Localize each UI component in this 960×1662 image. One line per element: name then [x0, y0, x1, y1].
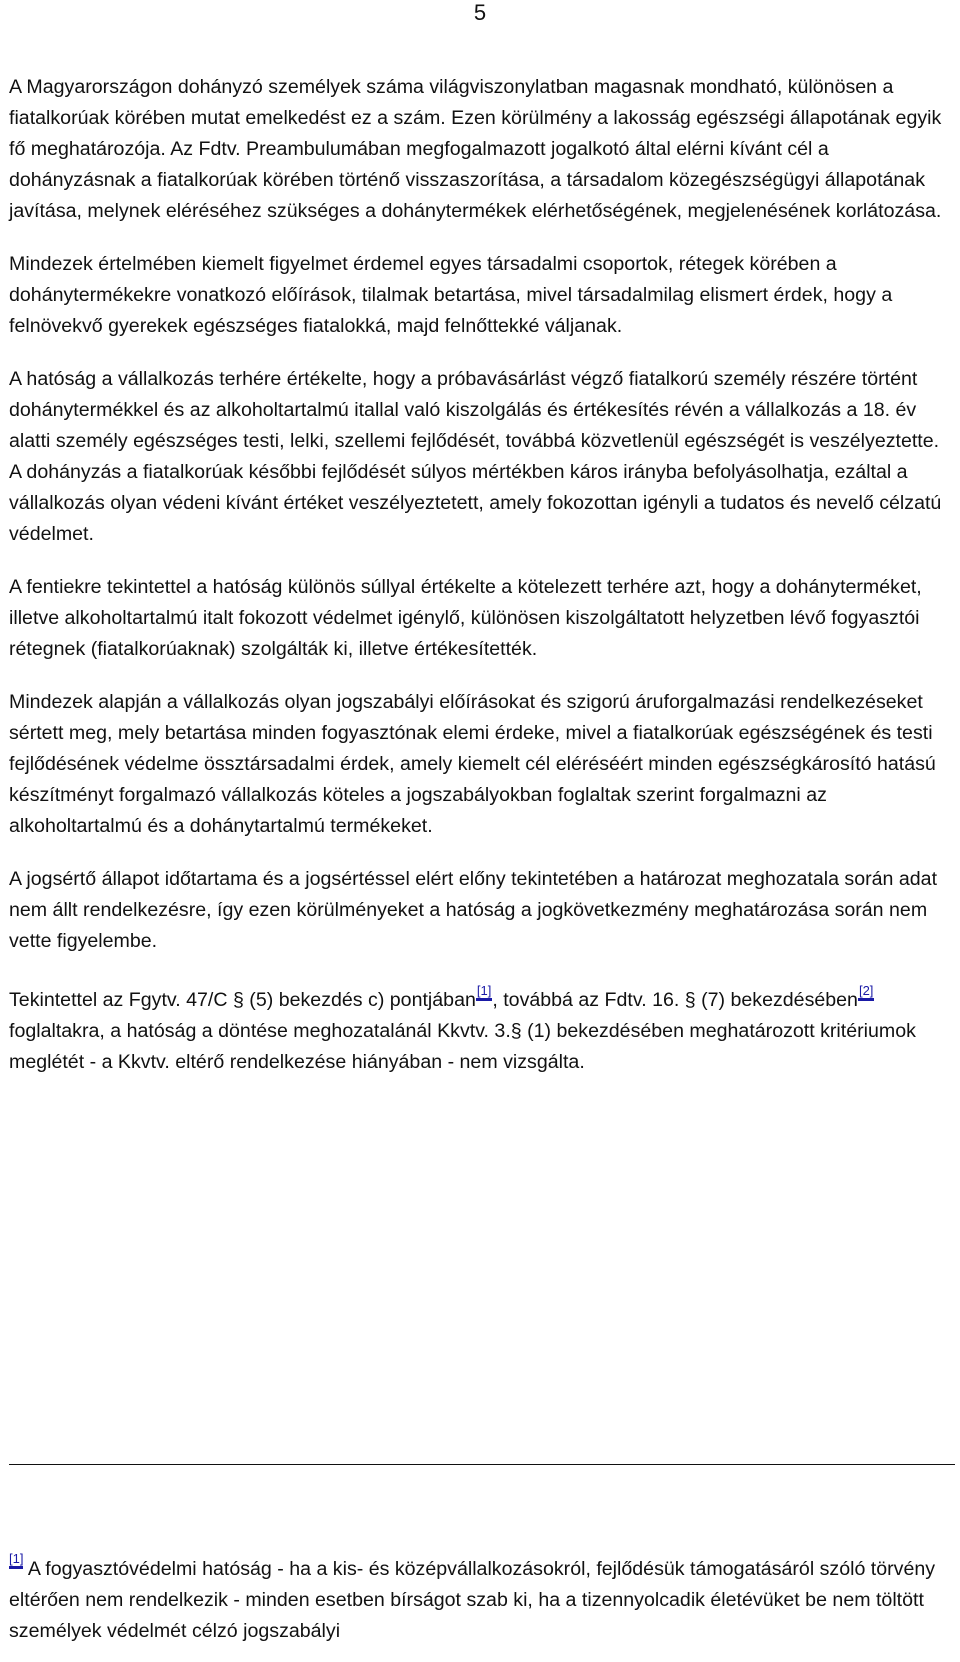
- footnote-text: A fogyasztóvédelmi hatóság - ha a kis- és középvállalkozásokról, fejlődésük támogatásáról szóló törvény eltérően nem rendelkezik - minden esetben bírságot szab ki, ha a tizennyolcadik életévüket be nem töltött személyek védelmét célzó jogszabályi: [9, 1558, 936, 1642]
- paragraph-with-footnotes: [9, 985, 955, 1078]
- paragraph: Mindezek értelmében kiemelt figyelmet érdemel egyes társadalmi csoportok, rétegek körében a dohánytermékekre vonatkozó előírások, tilalmak betartása, mivel társadalmilag elismert érdek, hogy a felnövekvő gyerekek egészséges fiatalokká, majd felnőttekké váljanak.: [9, 253, 893, 337]
- paragraph: A fentiekre tekintettel a hatóság különös súllyal értékelte a kötelezett terhére azt, hogy a dohányterméket, illetve alkoholtartalmú italt fokozott védelmet igénylő, különösen kiszolgáltatott helyzetben lévő fogyasztói rétegnek (fiatalkorúaknak) szolgálták ki, illetve értékesítették.: [9, 576, 922, 660]
- page-number: 5: [473, 0, 487, 25]
- paragraph: A Magyarországon dohányzó személyek száma világviszonylatban magasnak mondható, különösen a fiatalkorúak körében mutat emelkedést ez a szám. Ezen körülmény a lakosság egészségi állapotának egyik fő meghatározója. Az Fdtv. Preambulumában megfogalmazott jogalkotó által elérni kívánt cél a dohányzásnak a fiatalkorúak körében történő visszaszorítása, a társadalom közegészségügyi állapotának javítása, melynek eléréséhez szükséges a dohánytermékek elérhetőségének, megjelenésének korlátozása.: [9, 76, 942, 222]
- paragraph-text: foglaltakra, a hatóság a döntése meghozatalánál Kkvtv. 3.§ (1) bekezdésében meghatározott kritériumok meglétét - a Kkvtv. eltérő rendelkezése hiányában - nem vizsgálta.: [9, 1020, 916, 1073]
- paragraph-text: Tekintettel az Fgytv. 47/C § (5) bekezdés c) pontjában: [9, 989, 476, 1011]
- footnote-divider: [9, 1464, 955, 1465]
- footnote-backlink-1[interactable]: [1]: [9, 1551, 23, 1569]
- paragraph-text: , továbbá az Fdtv. 16. § (7) bekezdésében: [492, 989, 858, 1011]
- paragraph: A jogsértő állapot időtartama és a jogsértéssel elért előny tekintetében a határozat meghozatala során adat nem állt rendelkezésre, így ezen körülményeket a hatóság a jogkövetkezmény meghatározása során nem vette figyelembe.: [9, 868, 938, 952]
- footnote-1: [9, 1551, 955, 1647]
- footnote-link-2[interactable]: [2]: [858, 983, 874, 1001]
- paragraph: Mindezek alapján a vállalkozás olyan jogszabályi előírásokat és szigorú áruforgalmazási rendelkezéseket sértett meg, mely betartása minden fogyasztónak elemi érdeke, mivel a fiatalkorúak egészségének és testi fejlődésének védelme össztársadalmi érdek, amely kiemelt cél eléréséért minden egészségkárosító hatású készítményt forgalmazó vállalkozás köteles a jogszabályokban foglaltak szerint forgalmazni az alkoholtartalmú és a dohánytartalmú termékeket.: [9, 691, 936, 837]
- paragraph: A hatóság a vállalkozás terhére értékelte, hogy a próbavásárlást végző fiatalkorú személy részére történt dohánytermékkel és az alkoholtartalmú itallal való kiszolgálás és értékesítés révén a vállalkozás a 18. év alatti személy egészséges testi, lelki, szellemi fejlődését, továbbá közvetlenül egészségét is veszélyeztette. A dohányzás a fiatalkorúak későbbi fejlődését súlyos mértékben káros irányba befolyásolhatja, ezáltal a vállalkozás olyan védeni kívánt értéket veszélyeztetett, amely fokozottan igényli a tudatos és nevelő célzatú védelmet.: [9, 368, 942, 545]
- footnote-link-1[interactable]: [1]: [476, 983, 492, 1001]
- document-body: [9, 72, 955, 1100]
